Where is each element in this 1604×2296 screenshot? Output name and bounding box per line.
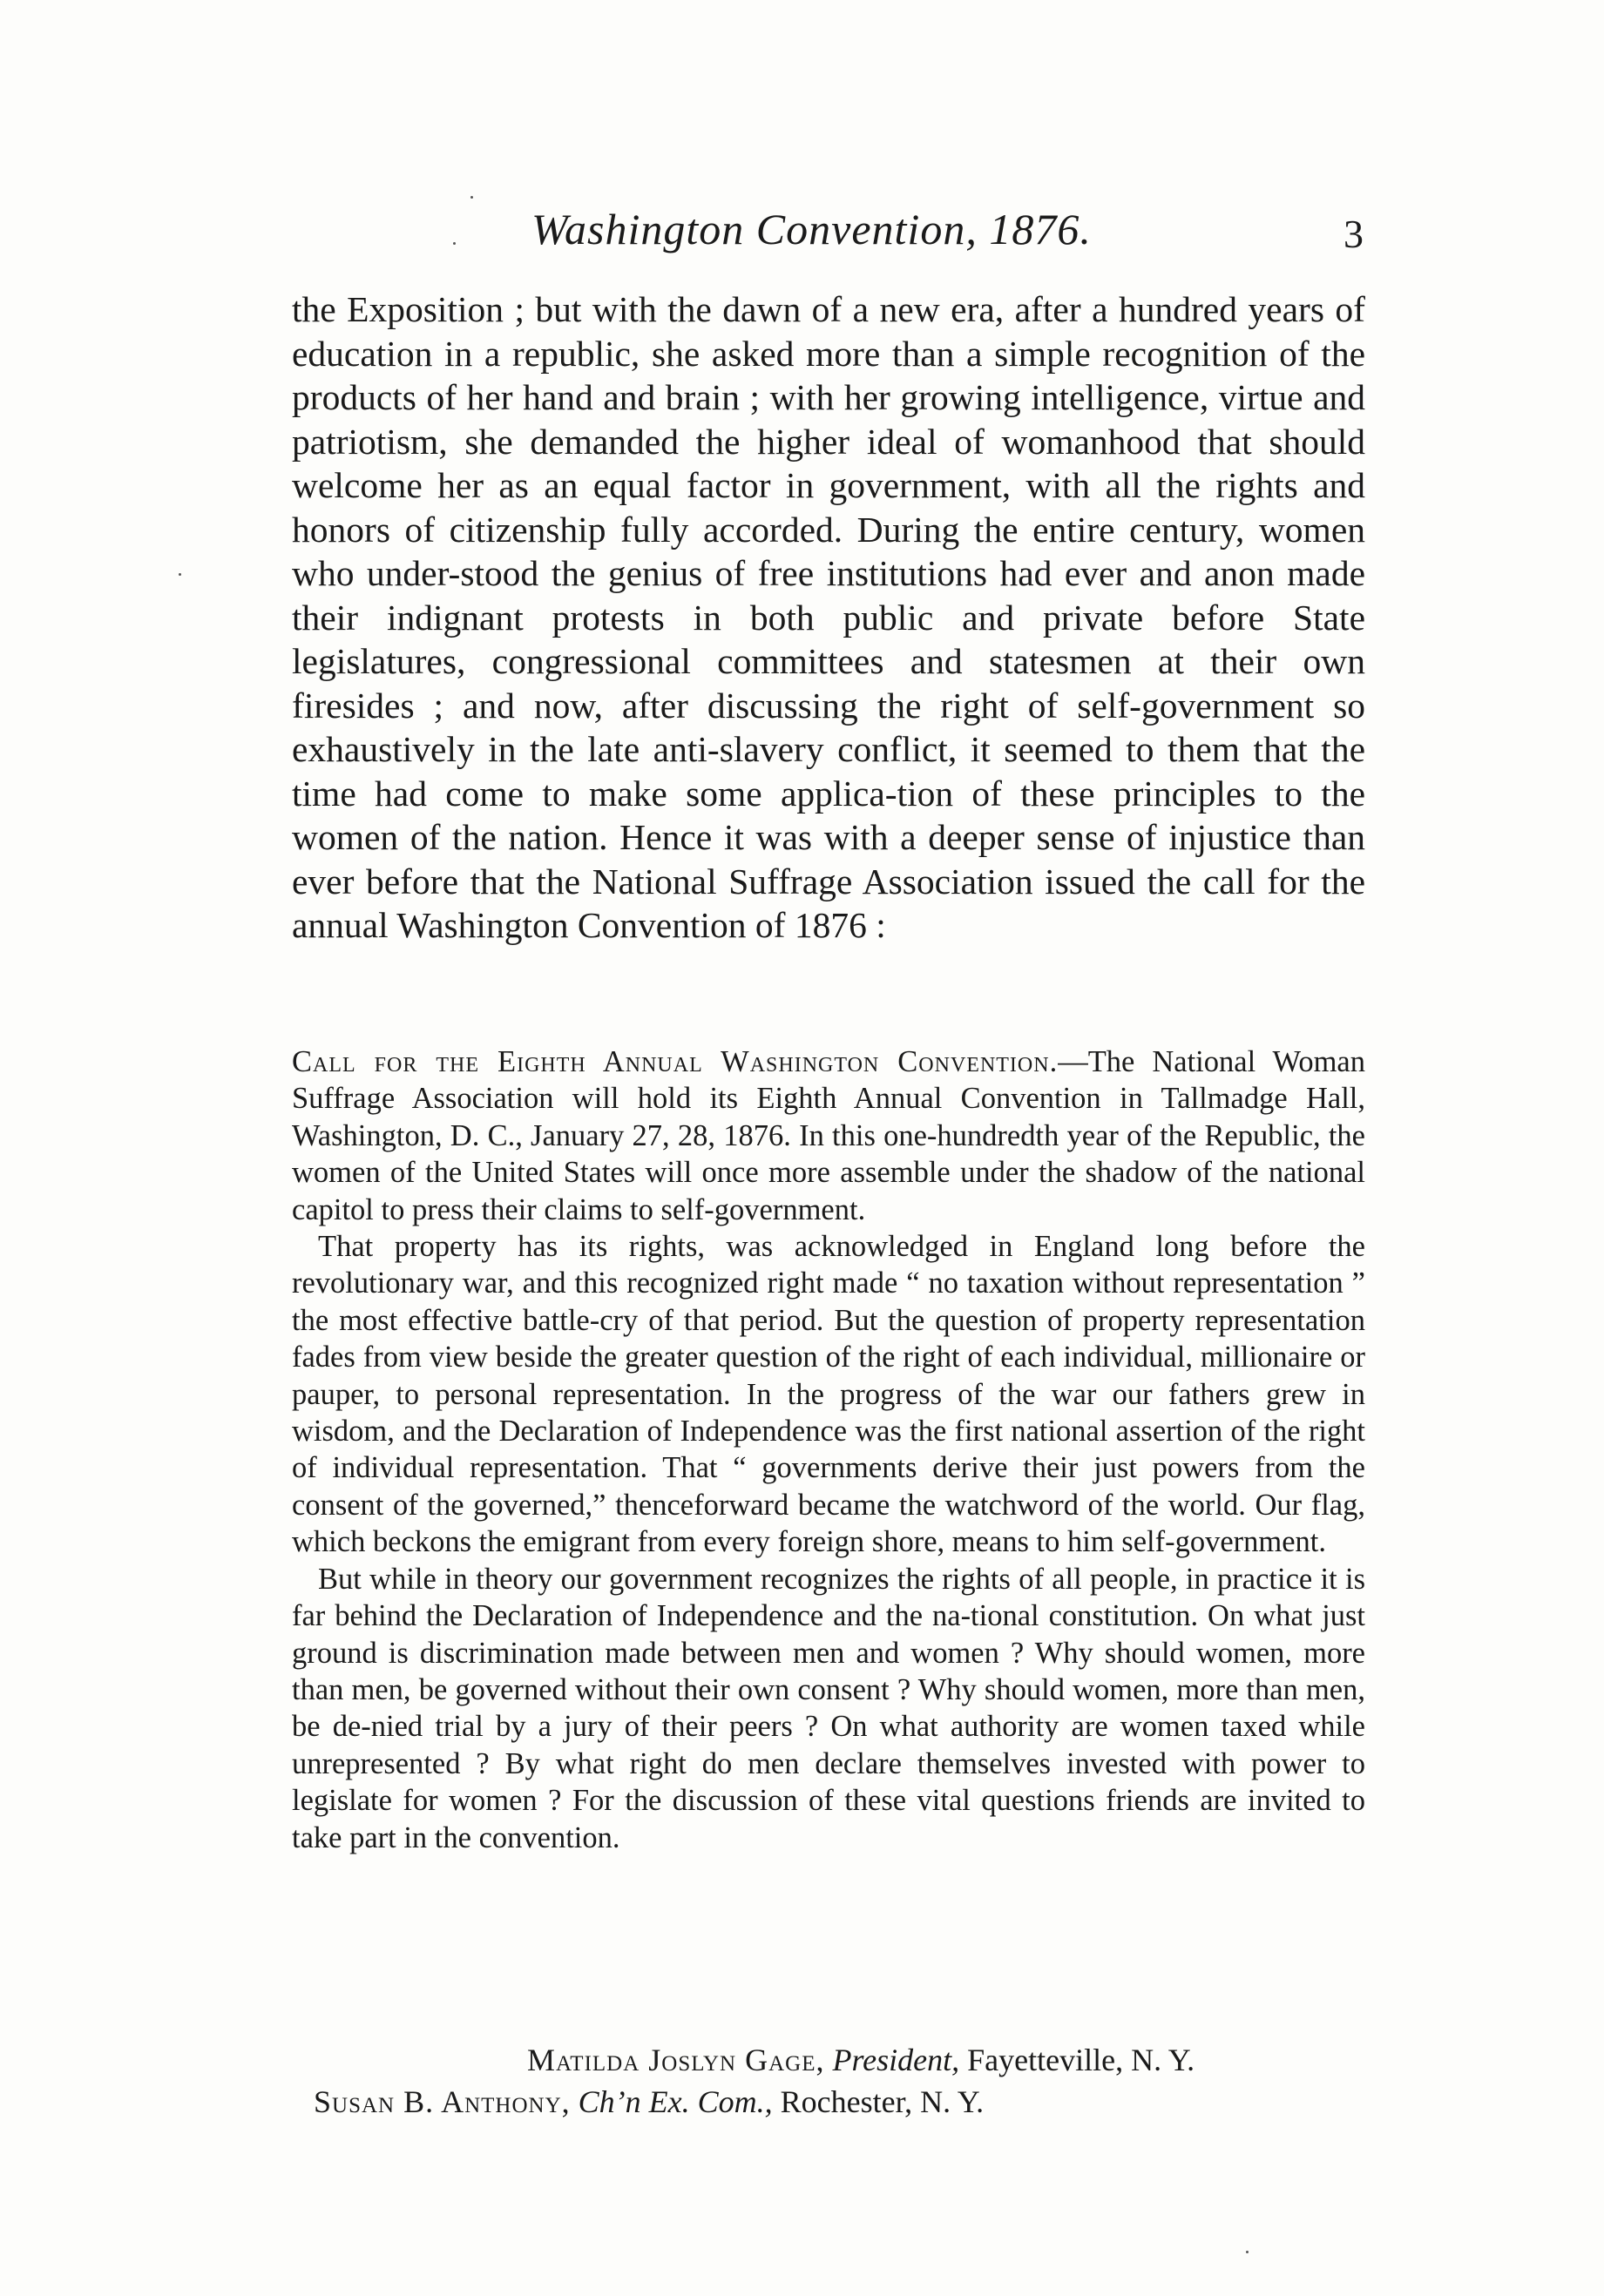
signer-place: Fayetteville, N. Y.: [967, 2043, 1195, 2077]
signer-place: Rochester, N. Y.: [780, 2084, 985, 2119]
call-intro: —The National Woman Suffrage Association will hold its Eighth Annual Convention in Tallmadge Hall, Washington, D. C., January 27, 28, 1876. In this one-hundredth year of the Republic, the women of the United States will once more assemble under the shadow of the national capitol to press their claims to self-government.: [292, 1045, 1365, 1226]
call-paragraph-2: That property has its rights, was acknowledged in England long before the revolutionary war, and this recognized right made “ no taxation without representation ” the most effective battle-cry of that period. But the question of property representation fades from view beside the greater question of the right of each individual, millionaire or pauper, to personal representation. In the progress of the war our fathers grew in wisdom, and the Declaration of Independence was the first national assertion of the right of individual representation. That “ governments derive their just powers from the consent of the governed,” thenceforward became the watchword of the world. Our flag, which beckons the emigrant from every foreign shore, means to him self-government.: [292, 1230, 1365, 1559]
signer-name: Susan B. Anthony,: [314, 2084, 571, 2119]
call-paragraph-3: But while in theory our government recognizes the rights of all people, in practice it is far behind the Declaration of Independence and the na-tional constitution. On what just ground is discrimination made between men and women ? Why should women, more than men, be governed without their own consent ? Why should women, more than men, be de-nied trial by a jury of their peers ? On what authority are women taxed while unrepresented ? By what right do men declare themselves invested with power to legislate for women ? For the discussion of these vital questions friends are invited to take part in the convention.: [292, 1562, 1365, 1854]
running-head: [292, 199, 1364, 268]
signer-title: Ch’n Ex. Com.,: [578, 2084, 773, 2119]
signature-anthony: [314, 2083, 984, 2121]
print-speck: [179, 573, 181, 576]
signer-name: Matilda Joslyn Gage,: [527, 2043, 825, 2077]
call-heading: Call for the Eighth Annual Washington Convention.: [292, 1045, 1059, 1078]
call-paragraph-1: [292, 1043, 1365, 1228]
signer-title: President,: [832, 2043, 960, 2077]
convention-call: [292, 1043, 1365, 1856]
running-title: Washington Convention, 1876.: [531, 205, 1092, 253]
body-paragraph: the Exposition ; but with the dawn of a new era, after a hundred years of education in a republic, she asked more than a simple recognition of the products of her hand and brain ; with her growing intelligence, virtue and patriotism, she demanded the higher ideal of womanhood that should welcome her as an equal factor in government, with all the rights and honors of citizenship fully accorded. During the entire century, women who under-stood the genius of free institutions had ever and anon made their indignant protests in both public and private before State legislatures, congressional committees and statesmen at their own firesides ; and now, after discussing the right of self-government so exhaustively in the late anti-slavery conflict, it seemed to them that the time had come to make some applica-tion of these principles to the women of the nation. Hence it was with a deeper sense of injustice than ever before that the National Suffrage Association issued the call for the annual Washington Convention of 1876 :: [292, 289, 1365, 945]
print-speck: [1246, 2251, 1249, 2253]
page-number: 3: [1343, 212, 1364, 256]
signature-gage: [527, 2041, 1195, 2079]
